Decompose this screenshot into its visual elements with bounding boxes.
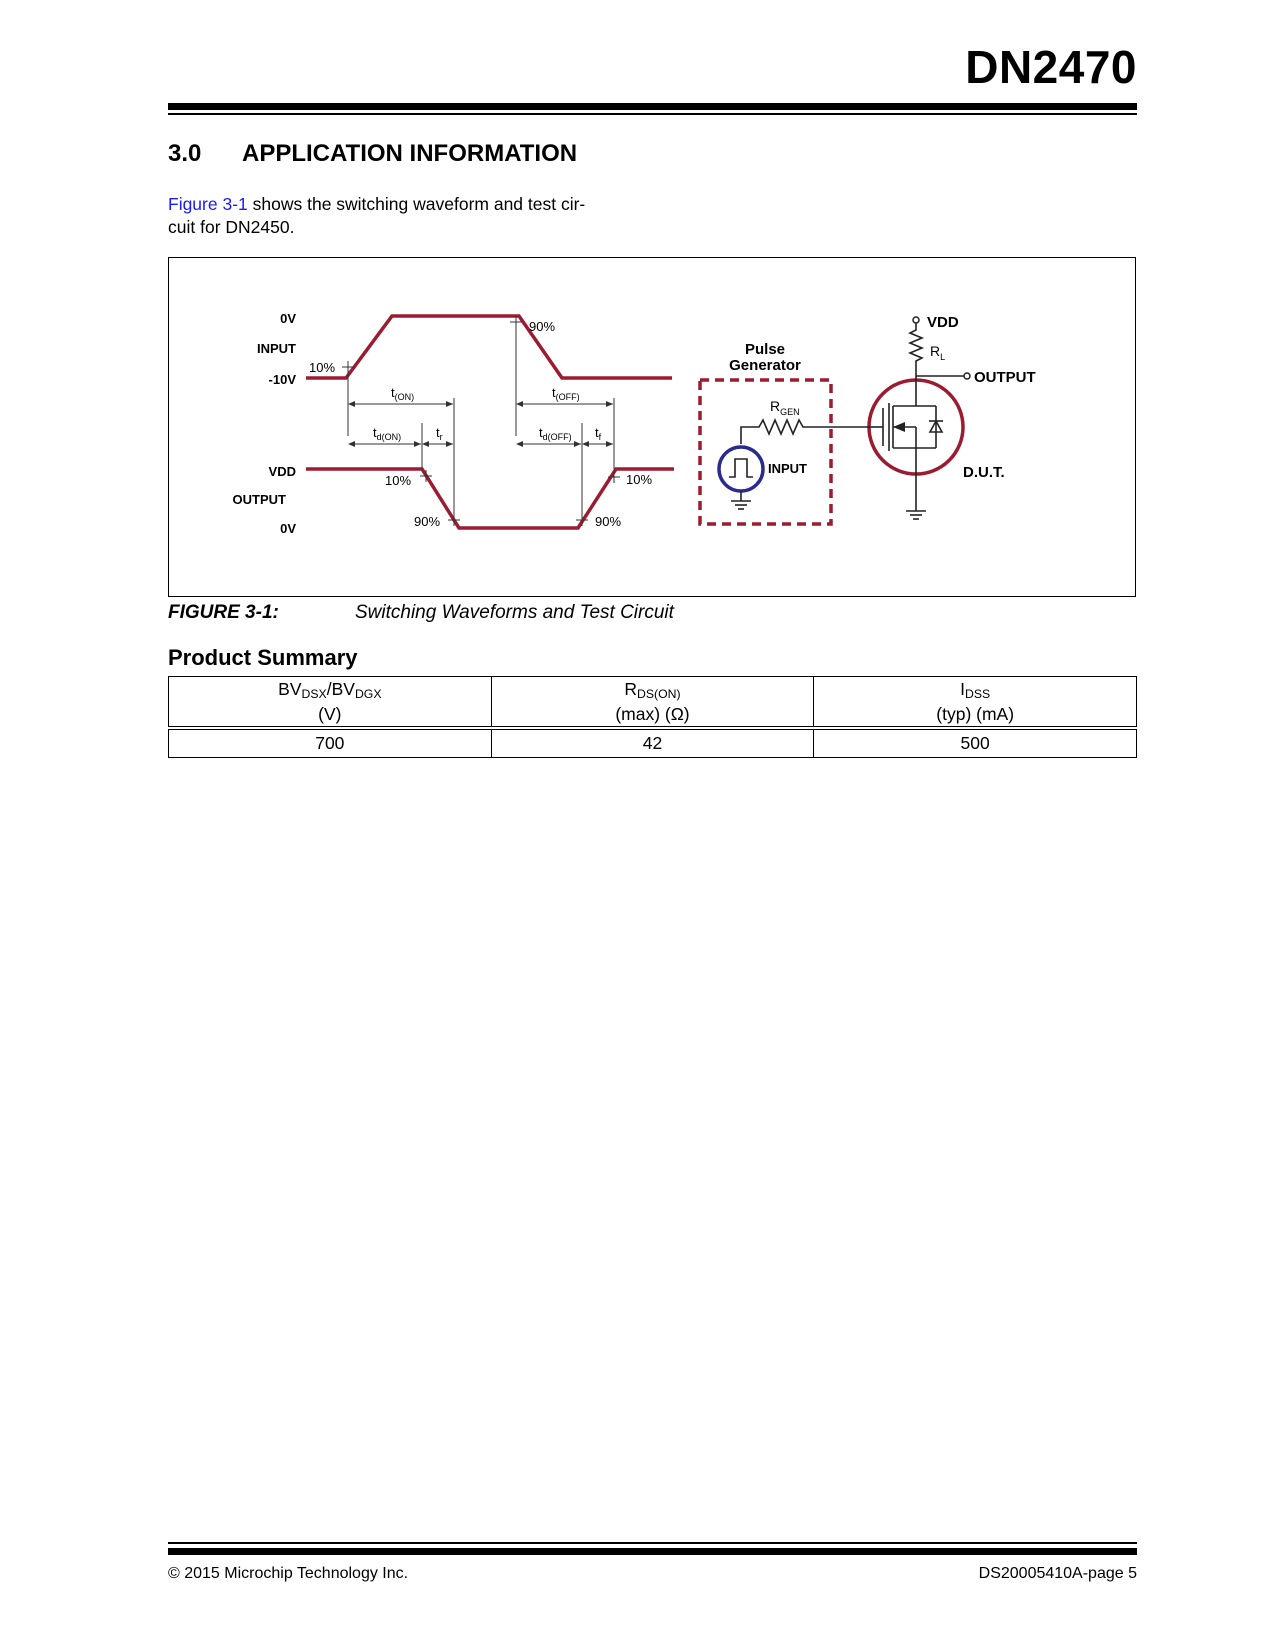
part-number: DN2470 bbox=[965, 41, 1137, 93]
product-summary-title: Product Summary bbox=[168, 645, 358, 670]
rl-resistor bbox=[910, 323, 922, 371]
output-top-label: VDD bbox=[268, 464, 296, 479]
rgen-resistor bbox=[741, 420, 867, 444]
rl-label: $R_L$ bbox=[930, 343, 946, 362]
header-rdson: $R_{DS(ON)}$ (max) (Ω) bbox=[491, 677, 814, 729]
rgen-label: $R_{GEN}$ bbox=[770, 398, 800, 417]
input-bottom-label: -10V bbox=[268, 372, 296, 387]
header-bvdsx: $BV_{DSX}/BV_{DGX}$ (V) bbox=[169, 677, 492, 729]
vdd-label: VDD bbox=[927, 314, 959, 331]
input-top-label: 0V bbox=[280, 311, 296, 326]
vdd-terminal bbox=[913, 317, 919, 323]
ground-symbol-source bbox=[731, 501, 751, 509]
product-summary-table bbox=[168, 676, 1137, 758]
output-terminal-label: OUTPUT bbox=[974, 369, 1036, 386]
mosfet-symbol bbox=[867, 371, 936, 511]
t-on-label: $t_{(ON)}$ bbox=[391, 385, 415, 402]
table-row bbox=[169, 728, 1137, 758]
ground-symbol-dut bbox=[906, 511, 926, 519]
header-rule-thin bbox=[168, 113, 1137, 115]
dut-label: D.U.T. bbox=[963, 464, 1005, 481]
input-source-circle bbox=[719, 447, 763, 491]
tr-label: $t_r$ bbox=[436, 425, 443, 442]
output-bottom-label: 0V bbox=[280, 521, 296, 536]
figure-caption bbox=[168, 602, 674, 624]
figure-diagram bbox=[169, 258, 1137, 598]
value-idss: 500 bbox=[814, 728, 1137, 758]
pct-input-rise: 10% bbox=[309, 360, 336, 375]
section-number: 3.0 bbox=[168, 140, 202, 167]
pct-output-rise-start: 90% bbox=[595, 514, 622, 529]
value-bvdsx: 700 bbox=[169, 728, 492, 758]
t-off-label: $t_{(OFF)}$ bbox=[552, 385, 580, 402]
td-on-label: $t_{d(ON)}$ bbox=[373, 425, 402, 442]
figure-caption-label: FIGURE 3-1: bbox=[168, 602, 279, 623]
output-label: OUTPUT bbox=[232, 492, 286, 507]
figure-link[interactable]: Figure 3-1 bbox=[168, 194, 248, 214]
tf-label: $t_f$ bbox=[595, 425, 602, 442]
footer-rule-thin bbox=[168, 1542, 1137, 1544]
intro-line2: cuit for DN2450. bbox=[168, 217, 295, 237]
figure-caption-text: Switching Waveforms and Test Circuit bbox=[355, 602, 674, 623]
table-header-row bbox=[169, 677, 1137, 729]
footer-copyright: © 2015 Microchip Technology Inc. bbox=[168, 1565, 409, 1582]
pct-output-rise-end: 10% bbox=[626, 472, 653, 487]
output-terminal bbox=[964, 373, 970, 379]
header-rule-thick bbox=[168, 103, 1137, 110]
section-title: APPLICATION INFORMATION bbox=[242, 140, 578, 167]
footer-rule-thick bbox=[168, 1548, 1137, 1555]
input-waveform bbox=[306, 316, 672, 378]
pct-output-fall-end: 90% bbox=[414, 514, 441, 529]
pct-output-fall-start: 10% bbox=[385, 473, 412, 488]
pulse-gen-dashed-box bbox=[700, 380, 831, 524]
pct-input-fall: 90% bbox=[529, 319, 556, 334]
intro-paragraph bbox=[168, 193, 638, 239]
pulse-gen-line1: Pulse bbox=[744, 341, 786, 358]
mosfet-arrow bbox=[893, 422, 905, 432]
value-rdson: 42 bbox=[491, 728, 814, 758]
td-off-label: $t_{d(OFF)}$ bbox=[539, 425, 572, 442]
section-heading bbox=[168, 140, 577, 168]
intro-line1: shows the switching waveform and test cir- bbox=[247, 194, 586, 214]
input-source-label: INPUT bbox=[768, 461, 807, 476]
pulse-gen-line2: Generator bbox=[729, 357, 801, 374]
header-idss: $I_{DSS}$ (typ) (mA) bbox=[814, 677, 1137, 729]
input-label: INPUT bbox=[257, 341, 296, 356]
figure-box bbox=[168, 257, 1136, 597]
footer-page-number: DS20005410A-page 5 bbox=[978, 1565, 1137, 1582]
